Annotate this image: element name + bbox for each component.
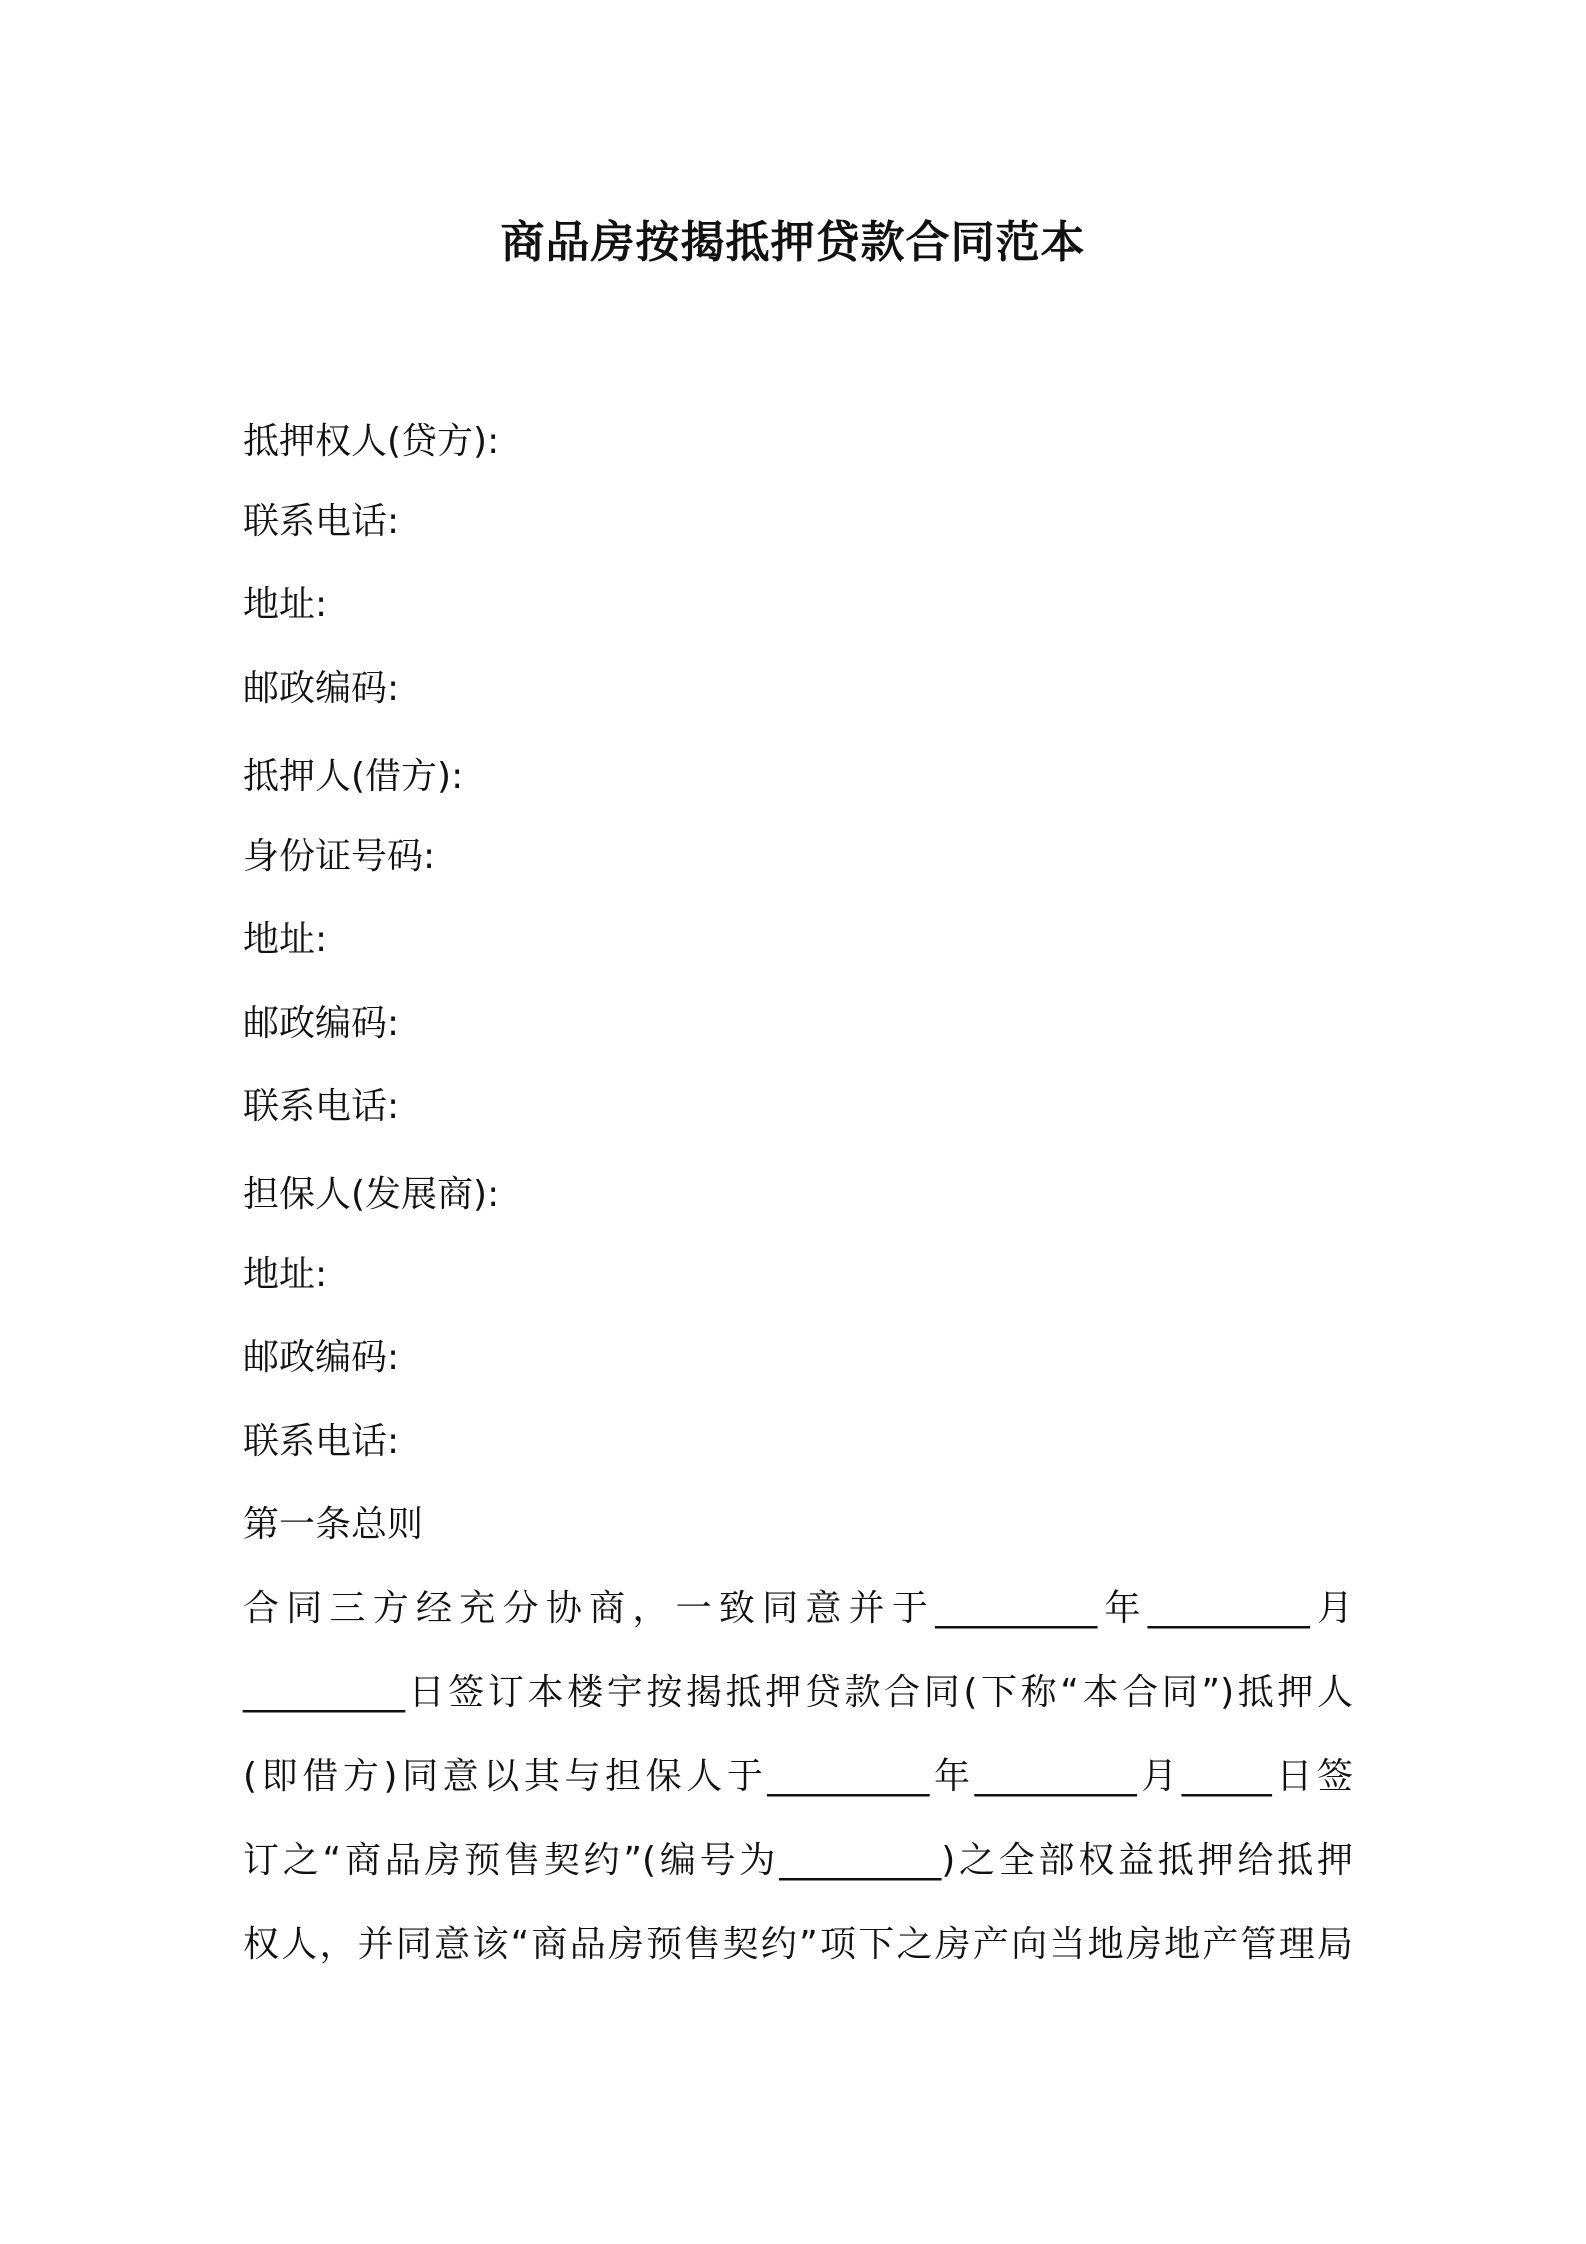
article-one-line: _________日签订本楼宇按揭抵押贷款合同(下称“本合同”)抵押人 [243, 1672, 1353, 1713]
guarantor-heading: 担保人(发展商): [243, 1174, 500, 1215]
article-one-line: (即借方)同意以其与担保人于_________年_________月_____日签 [243, 1756, 1353, 1797]
mortgagor-address-label: 地址: [243, 919, 328, 960]
mortgagor-phone-label: 联系电话: [243, 1086, 400, 1127]
article-one-heading: 第一条总则 [243, 1504, 424, 1545]
article-one-line: 合同三方经充分协商，一致同意并于_________年_________月 [243, 1588, 1353, 1629]
mortgagor-postcode-label: 邮政编码: [243, 1003, 400, 1044]
article-one-line: 权人，并同意该“商品房预售契约”项下之房产向当地房地产管理局 [243, 1924, 1353, 1965]
guarantor-phone-label: 联系电话: [243, 1421, 400, 1462]
document-title: 商品房按揭抵押贷款合同范本 [500, 217, 1086, 268]
mortgagee-address-label: 地址: [243, 584, 328, 625]
mortgagee-phone-label: 联系电话: [243, 501, 400, 542]
mortgagor-id-label: 身份证号码: [243, 836, 436, 877]
mortgagee-postcode-label: 邮政编码: [243, 668, 400, 709]
guarantor-postcode-label: 邮政编码: [243, 1337, 400, 1378]
article-one-line: 订之“商品房预售契约”(编号为_________)之全部权益抵押给抵押 [243, 1840, 1353, 1881]
mortgagor-heading: 抵押人(借方): [243, 756, 464, 797]
mortgagee-heading: 抵押权人(贷方): [243, 421, 500, 462]
guarantor-address-label: 地址: [243, 1254, 328, 1295]
